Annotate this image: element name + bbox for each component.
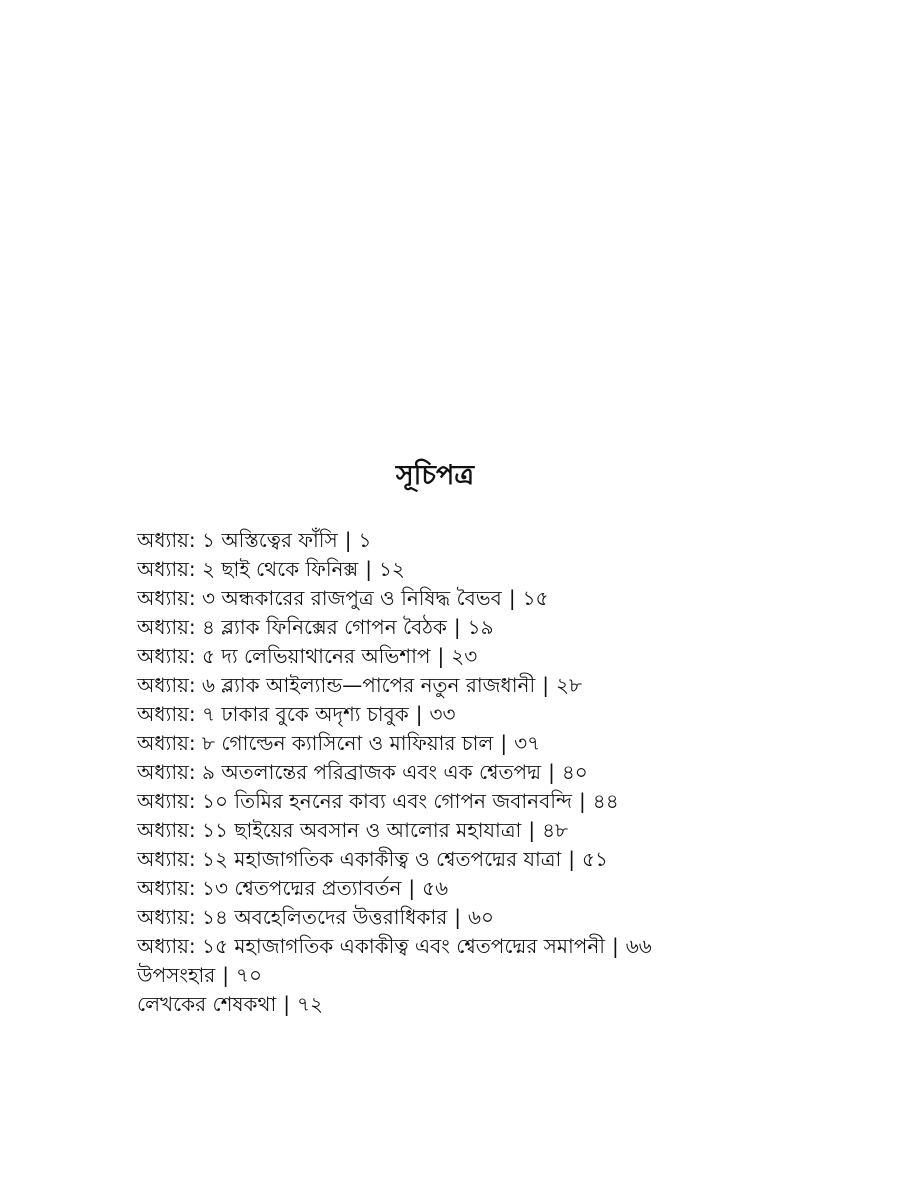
- separator: |: [548, 760, 555, 784]
- toc-entry-label: অধ্যায়: ১৩ শ্বেতপদ্মের প্রত্যাবর্তন: [137, 876, 402, 900]
- toc-entry-page: ৪০: [561, 760, 588, 784]
- toc-entry: [137, 845, 857, 874]
- separator: |: [500, 731, 508, 755]
- separator: |: [453, 615, 461, 639]
- toc-entry-label: অধ্যায়: ৯ অতলান্তের পরিব্রাজক এবং এক শ্বেতপদ্ম: [137, 760, 542, 784]
- toc-entry-label: অধ্যায়: ১০ তিমির হননের কাব্য এবং গোপন জবানবন্দি: [137, 789, 572, 813]
- toc-entry-page: ২৮: [555, 673, 582, 697]
- toc-entry-label: লেখকের শেষকথা: [137, 992, 277, 1016]
- toc-entry-label: অধ্যায়: ৬ ব্ল্যাক আইল্যান্ড—পাপের নতুন রাজধানী: [137, 673, 536, 697]
- toc-entry-page: ৩৩: [429, 702, 456, 726]
- toc-entry-page: ৬৬: [625, 934, 652, 958]
- separator: |: [542, 673, 549, 697]
- toc-entry-label: অধ্যায়: ৩ অন্ধকারের রাজপুত্র ও নিষিদ্ধ বৈভব: [137, 586, 502, 610]
- toc-entry: [137, 816, 857, 845]
- toc-entry-page: ২৩: [451, 644, 478, 668]
- toc-entry-page: ১৯: [467, 615, 494, 639]
- separator: |: [454, 905, 462, 929]
- toc-entry-page: ৪৮: [542, 818, 569, 842]
- separator: |: [365, 557, 372, 581]
- toc-entry: [137, 584, 857, 613]
- toc-entry: [137, 555, 857, 584]
- toc-entry: [137, 903, 857, 932]
- separator: |: [283, 992, 291, 1016]
- toc-entry-page: ৩৭: [514, 731, 541, 755]
- toc-entry-page: ৫৬: [422, 876, 449, 900]
- toc-entry-label: অধ্যায়: ৪ ব্ল্যাক ফিনিক্সের গোপন বৈঠক: [137, 615, 447, 639]
- toc-entry: [137, 758, 857, 787]
- table-of-contents: [137, 526, 857, 1019]
- toc-entry: [137, 526, 857, 555]
- toc-entry-label: অধ্যায়: ২ ছাই থেকে ফিনিক্স: [137, 557, 359, 581]
- toc-entry: [137, 642, 857, 671]
- toc-entry-label: অধ্যায়: ৮ গোল্ডেন ক্যাসিনো ও মাফিয়ার চাল: [137, 731, 494, 755]
- toc-entry-label: অধ্যায়: ৭ ঢাকার বুকে অদৃশ্য চাবুক: [137, 702, 409, 726]
- page-title: সূচিপত্র: [395, 460, 475, 491]
- separator: |: [568, 847, 576, 871]
- toc-entry-page: ৬০: [468, 905, 495, 929]
- toc-entry-page: ৪৪: [592, 789, 619, 813]
- separator: |: [415, 702, 423, 726]
- toc-entry: [137, 874, 857, 903]
- toc-entry-page: ৭০: [236, 963, 263, 987]
- toc-entry: [137, 729, 857, 758]
- toc-entry-page: ১: [358, 528, 372, 552]
- toc-entry-page: ৭২: [297, 992, 324, 1016]
- toc-entry: [137, 990, 857, 1019]
- toc-entry: [137, 700, 857, 729]
- toc-entry: [137, 932, 857, 961]
- toc-entry: [137, 613, 857, 642]
- toc-entry: [137, 787, 857, 816]
- toc-entry-label: অধ্যায়: ৫ দ্য লেভিয়াথানের অভিশাপ: [137, 644, 431, 668]
- toc-entry-page: ১৫: [522, 586, 549, 610]
- toc-entry-label: অধ্যায়: ১১ ছাইয়ের অবসান ও আলোর মহাযাত্রা: [137, 818, 522, 842]
- toc-entry-label: উপসংহার: [137, 963, 216, 987]
- toc-entry-label: অধ্যায়: ১২ মহাজাগতিক একাকীত্ব ও শ্বেতপদ্মের যাত্রা: [137, 847, 562, 871]
- toc-entry-page: ৫১: [582, 847, 609, 871]
- toc-entry-label: অধ্যায়: ১ অস্তিত্বের ফাঁসি: [137, 528, 338, 552]
- separator: |: [528, 818, 536, 842]
- separator: |: [612, 934, 619, 958]
- toc-entry: [137, 961, 857, 990]
- separator: |: [508, 586, 516, 610]
- toc-entry-page: ১২: [378, 557, 405, 581]
- separator: |: [408, 876, 416, 900]
- toc-entry: [137, 671, 857, 700]
- toc-entry-label: অধ্যায়: ১৪ অবহেলিতদের উত্তরাধিকার: [137, 905, 448, 929]
- separator: |: [222, 963, 230, 987]
- separator: |: [437, 644, 445, 668]
- toc-entry-label: অধ্যায়: ১৫ মহাজাগতিক একাকীত্ব এবং শ্বেতপদ্মের সমাপনী: [137, 934, 606, 958]
- separator: |: [344, 528, 352, 552]
- separator: |: [579, 789, 586, 813]
